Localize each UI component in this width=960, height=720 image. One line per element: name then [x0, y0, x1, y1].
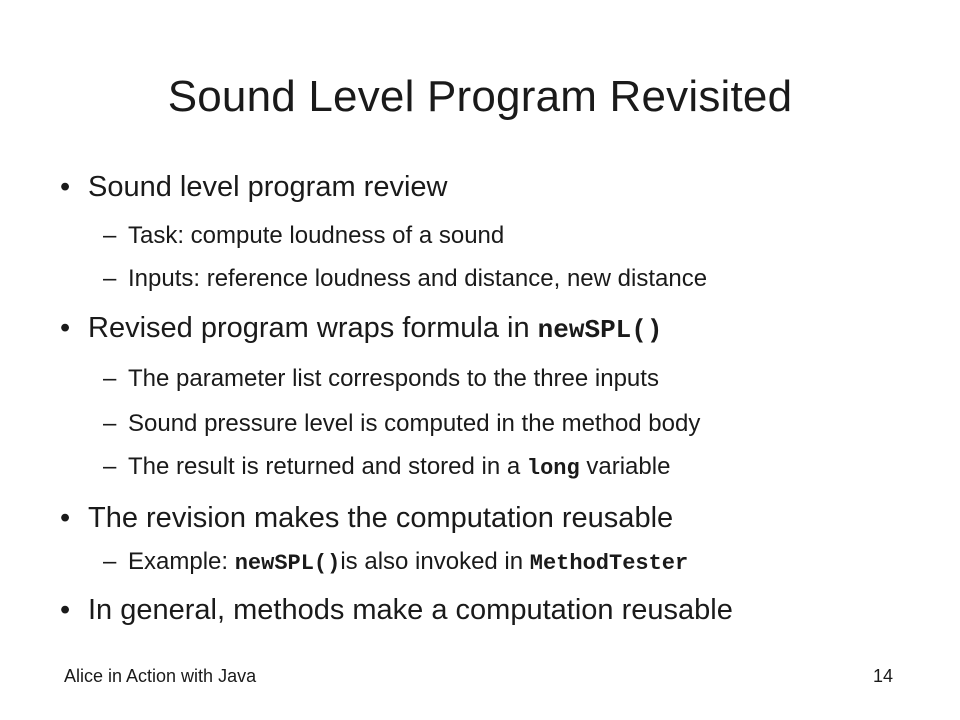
bullet-text: Sound level program review	[88, 171, 448, 203]
footer-source: Alice in Action with Java	[64, 666, 257, 686]
sub-item-text: Sound pressure level is computed in the method body	[128, 410, 701, 437]
text-segment: Revised program wraps formula in	[88, 312, 538, 344]
bullet-icon: •	[60, 502, 71, 534]
code-newspl: newSPL()	[537, 315, 663, 345]
bullet-icon: •	[60, 594, 71, 626]
code-newspl: newSPL()	[234, 551, 341, 576]
sub-item-text: Inputs: reference loudness and distance, new distance	[128, 265, 708, 292]
text-segment: Example:	[128, 548, 235, 575]
sub-item-text	[128, 548, 688, 576]
dash-icon: –	[103, 453, 117, 480]
dash-icon: –	[103, 222, 117, 249]
sub-item-text: Task: compute loudness of a sound	[128, 222, 505, 249]
bullet-text	[88, 312, 663, 345]
slide-title: Sound Level Program Revisited	[167, 72, 793, 121]
sub-item-text: The parameter list corresponds to the three inputs	[128, 365, 659, 392]
bullet-icon: •	[60, 312, 71, 344]
sub-item-text	[128, 453, 670, 481]
bullet-text: The revision makes the computation reusable	[88, 502, 674, 534]
text-segment: variable	[579, 453, 671, 480]
dash-icon: –	[103, 365, 117, 392]
code-long: long	[526, 456, 580, 481]
dash-icon: –	[103, 265, 117, 292]
text-segment: The result is returned and stored in a	[128, 453, 527, 480]
code-methodtester: MethodTester	[529, 551, 689, 576]
text-segment: is also invoked in	[340, 548, 530, 575]
dash-icon: –	[103, 548, 117, 575]
dash-icon: –	[103, 410, 117, 437]
bullet-icon: •	[60, 171, 71, 203]
bullet-text: In general, methods make a computation reusable	[88, 594, 733, 626]
page-number: 14	[873, 666, 894, 686]
